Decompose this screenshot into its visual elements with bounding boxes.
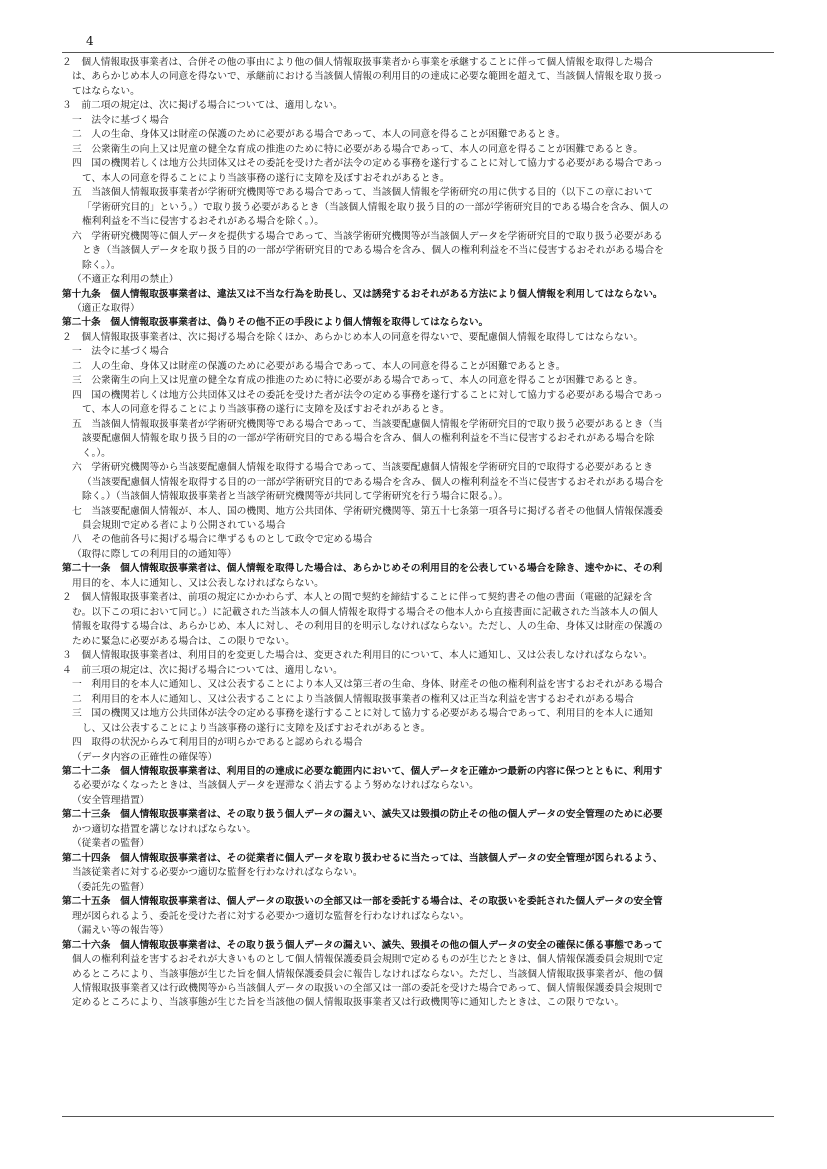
article-heading-line: 第二十五条 個人情報取扱事業者は、個人データの取扱いの全部又は一部を委託する場合は、その取扱いを委託された個人データの安全管: [62, 896, 663, 908]
item-continuation: （当該要配慮個人情報を取得する目的の一部が学術研究目的である場合を含み、個人の権利利益を不当に侵害するおそれがある場合を: [82, 476, 664, 488]
item-line: 五 当該個人情報取扱事業者が学術研究機関等である場合であって、当該要配慮個人情報を学術研究目的で取り扱う必要があるとき（当: [72, 418, 663, 430]
article-caption: （データ内容の正確性の確保等）: [72, 751, 218, 763]
header-rule: [62, 52, 774, 53]
article-caption: （従業者の監督）: [72, 838, 150, 850]
item-line: 四 取得の状況からみて利用目的が明らかであると認められる場合: [72, 737, 363, 749]
item-continuation: 「学術研究目的」という。）で取り扱う必要があるとき（当該個人情報を取り扱う目的の一部が学術研究目的である場合を含み、個人の: [82, 201, 669, 213]
item-continuation: し、又は公表することにより当該事務の遂行に支障を及ぼすおそれがあるとき。: [82, 722, 431, 734]
item-continuation: て、本人の同意を得ることにより当該事務の遂行に支障を及ぼすおそれがあるとき。: [82, 404, 450, 416]
article-caption: （委託先の監督）: [72, 881, 150, 893]
paragraph-continuation: 定めるところにより、当該事態が生じた旨を当該他の個人情報取扱事業者又は行政機関等に通知したときは、この限りでない。: [72, 997, 625, 1009]
item-line: 一 法令に基づく場合: [72, 346, 169, 358]
item-line: 一 法令に基づく場合: [72, 114, 169, 126]
item-continuation: 除く。）（当該個人情報取扱事業者と当該学術研究機関等が共同して学術研究を行う場合に限る。）。: [82, 491, 509, 503]
item-continuation: とき（当該個人データを取り扱う目的の一部が学術研究目的である場合を含み、個人の権利利益を不当に侵害するおそれがある場合を: [82, 245, 664, 257]
paragraph-line: ２ 個人情報取扱事業者は、合併その他の事由により他の個人情報取扱事業者から事業を承継することに伴って個人情報を取得した場合: [62, 57, 653, 68]
paragraph-line: ４ 前三項の規定は、次に掲げる場合については、適用しない。: [62, 664, 343, 676]
article-heading-line: 第二十条 個人情報取扱事業者は、偽りその他不正の手段により個人情報を取得してはならない。: [62, 317, 489, 329]
item-line: 二 利用目的を本人に通知し、又は公表することにより当該個人情報取扱事業者の権利又は正当な利益を害するおそれがある場合: [72, 693, 634, 705]
paragraph-continuation: ために緊急に必要がある場合は、この限りでない。: [72, 635, 295, 647]
paragraph-continuation: む。以下この項において同じ。）に記載された当該本人の個人情報を取得する場合その他本人から直接書面に記載された当該本人の個人: [72, 606, 659, 618]
paragraph-continuation: は、あらかじめ本人の同意を得ないで、承継前における当該個人情報の利用目的の達成に必要な範囲を超えて、当該個人情報を取り扱っ: [72, 71, 663, 83]
article-heading-line: 第二十二条 個人情報取扱事業者は、利用目的の達成に必要な範囲内において、個人データを正確かつ最新の内容に保つとともに、利用す: [62, 765, 663, 777]
paragraph-line: ３ 個人情報取扱事業者は、利用目的を変更した場合は、変更された利用目的について、本人に通知し、又は公表しなければならない。: [62, 650, 653, 662]
article-caption: （不適正な利用の禁止）: [72, 274, 179, 286]
article-caption: （安全管理措置）: [72, 794, 150, 806]
item-line: 六 学術研究機関等に個人データを提供する場合であって、当該学術研究機関等が当該個人データを学術研究目的で取り扱う必要がある: [72, 230, 663, 242]
paragraph-continuation: かつ適切な措置を講じなければならない。: [72, 823, 257, 835]
item-continuation: て、本人の同意を得ることにより当該事務の遂行に支障を及ぼすおそれがあるとき。: [82, 172, 450, 184]
footer-rule: [62, 1116, 774, 1117]
document-body: [62, 56, 774, 1011]
article-heading-line: 第二十一条 個人情報取扱事業者は、個人情報を取得した場合は、あらかじめその利用目的を公表している場合を除き、速やかに、その利: [62, 563, 663, 575]
item-continuation: 該要配慮個人情報を取り扱う目的の一部が学術研究目的である場合を含み、個人の権利利益を不当に侵害するおそれがある場合を除: [82, 433, 655, 445]
paragraph-continuation: めるところにより、当該事態が生じた旨を個人情報保護委員会に報告しなければならない。ただし、当該個人情報取扱事業者が、他の個: [72, 968, 663, 980]
article-caption: （取得に際しての利用目的の通知等）: [72, 548, 237, 560]
item-line: 四 国の機関若しくは地方公共団体又はその委託を受けた者が法令の定める事務を遂行することに対して協力する必要がある場合であっ: [72, 389, 663, 401]
paragraph-line: ２ 個人情報取扱事業者は、前項の規定にかかわらず、本人との間で契約を締結することに伴って契約書その他の書面（電磁的記録を含: [62, 592, 653, 604]
item-line: 三 公衆衛生の向上又は児童の健全な育成の推進のために特に必要がある場合であって、本人の同意を得ることが困難であるとき。: [72, 375, 643, 387]
article-caption: （漏えい等の報告等）: [72, 925, 169, 937]
item-line: 四 国の機関若しくは地方公共団体又はその委託を受けた者が法令の定める事務を遂行することに対して協力する必要がある場合であっ: [72, 158, 663, 170]
article-heading-line: 第十九条 個人情報取扱事業者は、違法又は不当な行為を助長し、又は誘発するおそれがある方法により個人情報を利用してはならない。: [62, 288, 663, 300]
page-number: 4: [86, 34, 94, 48]
article-heading-line: 第二十三条 個人情報取扱事業者は、その取り扱う個人データの漏えい、滅失又は毀損の防止その他の個人データの安全管理のために必要: [62, 809, 663, 821]
item-line: 二 人の生命、身体又は財産の保護のために必要がある場合であって、本人の同意を得ることが困難であるとき。: [72, 129, 566, 141]
paragraph-continuation: てはならない。: [72, 85, 140, 97]
paragraph-continuation: 用目的を、本人に通知し、又は公表しなければならない。: [72, 577, 324, 589]
item-line: 八 その他前各号に掲げる場合に準ずるものとして政令で定める場合: [72, 534, 373, 546]
paragraph-continuation: 人情報取扱事業者又は行政機関等から当該個人データの取扱いの全部又は一部の委託を受けた場合であって、個人情報保護委員会規則で: [72, 983, 663, 994]
article-heading-line: 第二十六条 個人情報取扱事業者は、その取り扱う個人データの漏えい、滅失、毀損その他の個人データの安全の確保に係る事態であって: [62, 939, 663, 951]
item-line: 二 人の生命、身体又は財産の保護のために必要がある場合であって、本人の同意を得ることが困難であるとき。: [72, 360, 566, 372]
item-line: 五 当該個人情報取扱事業者が学術研究機関等である場合であって、当該個人情報を学術研究の用に供する目的（以下この章において: [72, 187, 653, 199]
item-continuation: 除く。）。: [82, 259, 121, 271]
item-continuation: く。）。: [82, 447, 111, 459]
item-line: 三 公衆衛生の向上又は児童の健全な育成の推進のために特に必要がある場合であって、本人の同意を得ることが困難であるとき。: [72, 143, 643, 155]
paragraph-continuation: 理が図られるよう、委託を受けた者に対する必要かつ適切な監督を行わなければならない。: [72, 910, 470, 922]
paragraph-continuation: 個人の権利利益を害するおそれが大きいものとして個人情報保護委員会規則で定めるものが生じたときは、個人情報保護委員会規則で定: [72, 954, 663, 966]
paragraph-continuation: 情報を取得する場合は、あらかじめ、本人に対し、その利用目的を明示しなければならない。ただし、人の生命、身体又は財産の保護の: [72, 621, 663, 633]
item-continuation: 員会規則で定める者により公開されている場合: [82, 520, 286, 531]
paragraph-line: ３ 前二項の規定は、次に掲げる場合については、適用しない。: [62, 100, 343, 112]
item-continuation: 権利利益を不当に侵害するおそれがある場合を除く。）。: [82, 216, 324, 228]
paragraph-line: ２ 個人情報取扱事業者は、次に掲げる場合を除くほか、あらかじめ本人の同意を得ないで、要配慮個人情報を取得してはならない。: [62, 331, 644, 343]
article-caption: （適正な取得）: [72, 302, 140, 314]
paragraph-continuation: る必要がなくなったときは、当該個人データを遅滞なく消去するよう努めなければならない。: [72, 780, 479, 792]
article-heading-line: 第二十四条 個人情報取扱事業者は、その従業者に個人データを取り扱わせるに当たっては、当該個人データの安全管理が図られるよう、: [62, 852, 663, 864]
item-line: 七 当該要配慮個人情報が、本人、国の機関、地方公共団体、学術研究機関等、第五十七条第一項各号に掲げる者その他個人情報保護委: [72, 505, 663, 517]
paragraph-continuation: 当該従業者に対する必要かつ適切な監督を行わなければならない。: [72, 867, 363, 879]
item-line: 六 学術研究機関等から当該要配慮個人情報を取得する場合であって、当該要配慮個人情報を学術研究目的で取得する必要があるとき: [72, 462, 653, 474]
item-line: 一 利用目的を本人に通知し、又は公表することにより本人又は第三者の生命、身体、財産その他の権利利益を害するおそれがある場合: [72, 679, 663, 691]
item-line: 三 国の機関又は地方公共団体が法令の定める事務を遂行することに対して協力する必要がある場合であって、利用目的を本人に通知: [72, 708, 653, 720]
